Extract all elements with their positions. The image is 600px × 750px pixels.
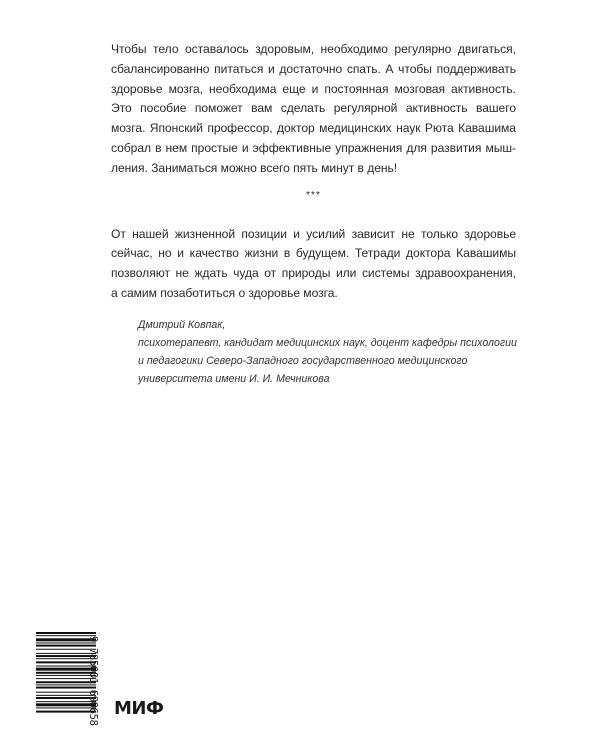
text-line: собрал в нем простые и эффективные упражнения для развития мыш- bbox=[111, 140, 516, 155]
signature-title: психотерапевт, кандидат медицинских наук, доцент кафедры психологии bbox=[138, 336, 517, 349]
text-line: а самим позаботиться о здоровье мозга. bbox=[111, 285, 338, 300]
text-line: Это пособие поможет вам сделать регулярной активность вашего bbox=[111, 101, 516, 116]
text-line: От нашей жизненной позиции и усилий зависит не только здоровье bbox=[111, 226, 516, 241]
text-line: сейчас, но и качество жизни в будущем. Тетради доктора Кавашимы bbox=[111, 246, 516, 261]
text-line: здоровье мозга, необходима еще и постоянная мозговая активность. bbox=[111, 81, 516, 96]
section-separator: *** bbox=[306, 189, 321, 201]
text-line: Чтобы тело оставалось здоровым, необходимо регулярно двигаться, bbox=[111, 42, 516, 56]
text-line: позволяют не ждать чуда от природы или системы здравоохранения, bbox=[111, 266, 516, 281]
isbn-number: 9 785001 690658 bbox=[87, 636, 99, 726]
text-line: мозга. Японский профессор, доктор медицинских наук Рюта Кавашима bbox=[111, 121, 516, 136]
text-line: ления. Заниматься можно всего пять минут в день! bbox=[111, 160, 398, 175]
signature-title: и педагогики Северо-Западного государственного медицинского bbox=[138, 354, 468, 367]
intro-paragraph bbox=[111, 40, 516, 179]
signature-title: университета имени И. И. Мечникова bbox=[138, 372, 330, 385]
author-signature bbox=[138, 316, 516, 388]
second-paragraph bbox=[111, 225, 516, 304]
publisher-logo: МИФ bbox=[114, 698, 164, 719]
signature-name: Дмитрий Ковпак, bbox=[138, 318, 226, 331]
back-cover-text bbox=[111, 40, 516, 388]
text-line: сбалансированно питаться и достаточно спать. А чтобы поддерживать bbox=[111, 61, 516, 76]
